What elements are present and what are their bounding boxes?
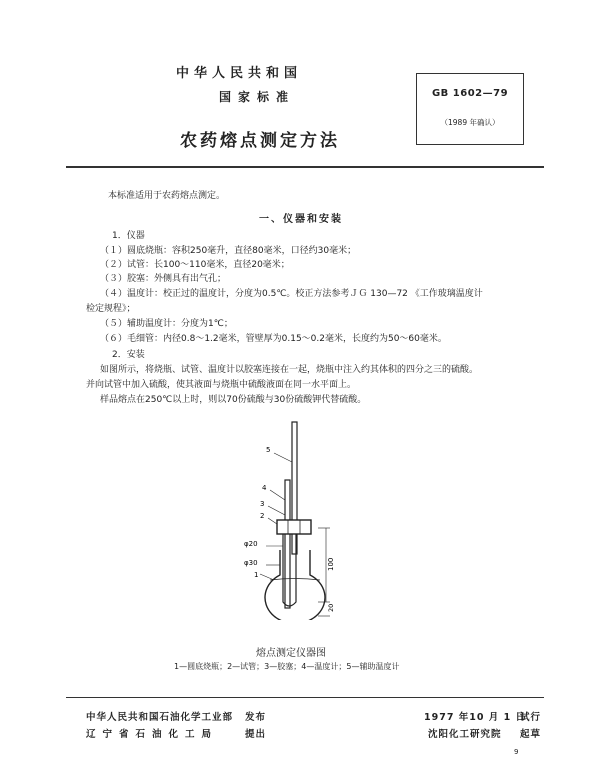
proposer: 辽宁省石油化工局: [86, 729, 219, 740]
item-line-4-cont: 检定规程》；: [86, 304, 136, 314]
intro-text: 本标准适用于农药熔点测定。: [108, 191, 226, 201]
dim-phi20: φ20: [244, 540, 258, 548]
drafter-action: 起草: [520, 729, 542, 740]
proposer-action: 提出: [245, 729, 267, 740]
item-line-6: （６）毛细管：内径0.8～1.2毫米，管壁厚为0.15～0.2毫米，长度约为50～60毫米。: [100, 334, 447, 344]
item-line-5: （５）辅助温度计：分度为1℃；: [100, 319, 233, 329]
figure-legend: 1—圆底烧瓶；2—试管；3—胶塞；4—温度计；5—辅助温度计: [174, 662, 400, 671]
figure-caption: 熔点测定仪器图: [256, 648, 326, 659]
item1-title: 1．仪器: [112, 231, 145, 241]
effective-date: 1977 年10 月 1 日: [424, 712, 527, 723]
install-line-3: 样品熔点在250℃以上时，则以70份硫酸与30份硫酸钾代替硫酸。: [100, 395, 367, 405]
item-line-3: （３）胶塞：外侧具有出气孔；: [100, 274, 227, 284]
date-action: 试行: [520, 712, 542, 723]
page-number: 9: [514, 748, 519, 756]
dim-20: 20: [327, 603, 335, 612]
drafter: 沈阳化工研究院: [428, 729, 502, 740]
label-2: 2: [260, 512, 265, 520]
thermometer: [285, 480, 290, 608]
dim-phi30: φ30: [244, 559, 258, 567]
install-line-1: 如图所示，将烧瓶、试管、温度计以胶塞连接在一起，烧瓶中注入约其体积的四分之三的硫酸。: [100, 365, 479, 375]
item-line-4: （４）温度计：校正过的温度计，分度为0.5℃。校正方法参考ＪＧ 130—72 《工作玻璃温度计: [100, 289, 483, 299]
confirmation-note: （1989 年确认）: [440, 118, 500, 127]
acid-level-flask: [270, 579, 320, 581]
label-1: 1: [254, 571, 259, 579]
apparatus-diagram: [230, 420, 370, 620]
label-3: 3: [260, 500, 265, 508]
label-4: 4: [262, 484, 267, 492]
rubber-stopper: [277, 520, 311, 534]
standard-code-box: [416, 73, 524, 145]
footer-rule: [66, 697, 544, 698]
section-title: 一、仪器和安装: [259, 214, 343, 225]
document-title: 农药熔点测定方法: [180, 131, 340, 151]
issuer-action: 发布: [245, 712, 267, 723]
install-line-2: 并向试管中加入硫酸，使其液面与烧瓶中硫酸液面在同一水平面上。: [86, 380, 357, 390]
item-line-1: （１）圆底烧瓶：容积250毫升，直径80毫米，口径约30毫米；: [100, 246, 357, 256]
standard-category: 国家标准: [219, 90, 296, 104]
country-name: 中华人民共和国: [176, 66, 303, 81]
issuer: 中华人民共和国石油化学工业部: [86, 712, 234, 723]
header-rule: [66, 166, 544, 168]
item2-title: 2．安装: [112, 350, 145, 360]
item-line-2: （２）试管：长100～110毫米，直径20毫米；: [100, 260, 290, 270]
label-5: 5: [266, 446, 271, 454]
standard-code: GB 1602—79: [431, 88, 509, 99]
round-bottom-flask: [265, 550, 325, 620]
dim-100: 100: [327, 557, 335, 571]
